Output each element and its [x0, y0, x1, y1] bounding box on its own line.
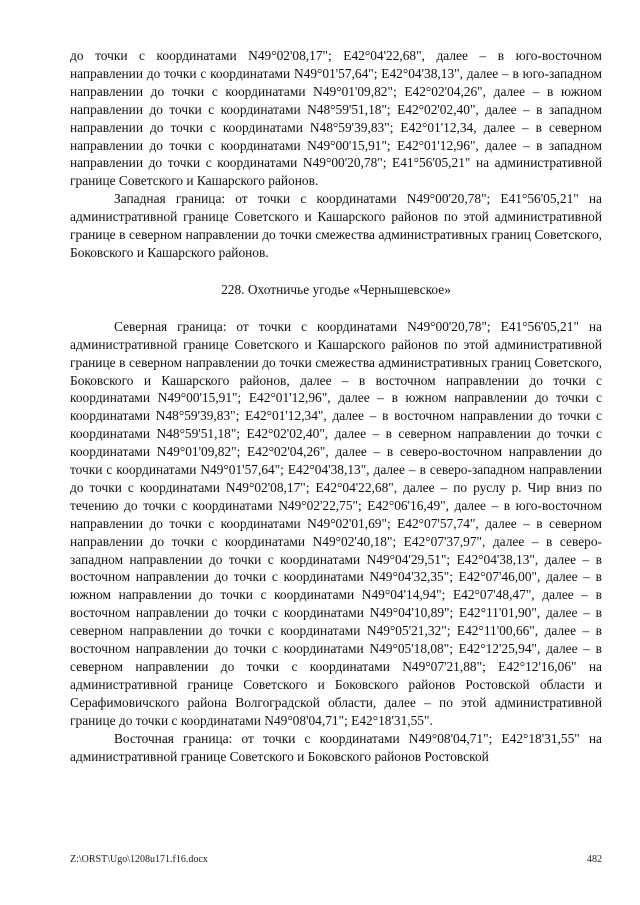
page-footer [70, 854, 602, 865]
paragraph-northern-border: Северная граница: от точки с координатами N49°00'20,78"; E41°56'05,21" на административной границе Советского и Кашарского районов по этой административной границе в северном направлении до точки смежества административных границ Советского, Боковского и Кашарского районов, далее – в восточном направлении до точки с координатами N49°00'15,91"; E42°01'12,96", далее – в южном направлении до точки с координатами N48°59'39,83"; E42°01'12,34", далее – в восточном направлении до точки с координатами N48°59'51,18"; E42°02'02,40", далее – в северном направлении до точки с координатами N49°01'09,82"; E42°02'04,26", далее – в северо-восточном направлении до точки с координатами N49°01'57,64"; E42°04'38,13", далее – в северо-западном направлении до точки с координатами N49°02'08,17"; E42°04'22,68", далее – по руслу р. Чир вниз по течению до точки с координатами N49°02'22,75"; E42°06'16,49", далее – в юго-восточном направлении до точки с координатами N49°02'01,69"; E42°07'57,74", далее – в северном направлении до точки с координатами N49°02'40,18"; E42°07'37,97", далее – в северо-западном направлении до точки с координатами N49°04'29,51"; E42°04'38,13", далее – в восточном направлении до точки с координатами N49°04'32,35"; E42°07'46,00", далее – в южном направлении до точки с координатами N49°04'14,94"; E42°07'48,47", далее – в восточном направлении до точки с координатами N49°04'10,89"; E42°11'01,90", далее – в северном направлении до точки с координатами N49°05'21,32"; E42°11'00,66", далее – в восточном направлении до точки с координатами N49°05'18,08"; E42°12'25,94", далее – в северном направлении до точки с координатами N49°07'21,88"; E42°12'16,06" на административной границе Советского и Боковского районов Ростовской области и Серафимовичского района Волгоградской области, далее – по этой административной границе до точки с координатами N49°08'04,71"; E42°18'31,55". [70, 318, 602, 728]
footer-file-path: Z:\ORST\Ugo\1208u171.f16.docx [70, 854, 208, 865]
paragraph-eastern-border: Восточная граница: от точки с координатами N49°08'04,71"; E42°18'31,55" на административной границе Советского и Боковского районов Ростовской [70, 730, 602, 764]
paragraph-continuation: до точки с координатами N49°02'08,17"; E42°04'22,68", далее – в юго-восточном направлении до точки с координатами N49°01'57,64"; E42°04'38,13", далее – в юго-западном направлении до точки с координатами N49°01'09,82"; E42°02'04,26", далее – в южном направлении до точки с координатами N48°59'51,18"; E42°02'02,40", далее – в западном направлении до точки с координатами N48°59'39,83"; E42°01'12,34, далее – в северном направлении до точки с координатами N49°00'15,91"; E42°01'12,96", далее – в западном направлении до точки с координатами N49°00'20,78"; E41°56'05,21" на административной границе Советского и Кашарского районов. [70, 48, 602, 189]
document-body [70, 47, 602, 765]
footer-page-number: 482 [587, 854, 602, 865]
section-heading: 228. Охотничье угодье «Чернышевское» [221, 281, 451, 297]
paragraph-western-border: Западная граница: от точки с координатами N49°00'20,78"; E41°56'05,21" на административной границе Советского и Кашарского районов по этой административной границе в северном направлении до точки смежества административных границ Советского, Боковского и Кашарского районов. [70, 191, 602, 260]
